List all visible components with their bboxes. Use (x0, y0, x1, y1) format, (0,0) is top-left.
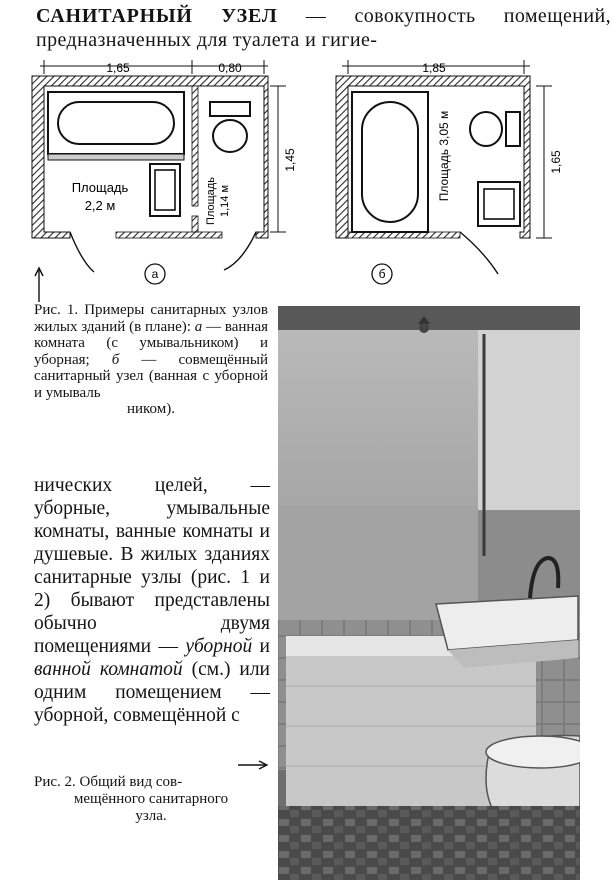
area-label: Площадь (71, 180, 129, 195)
door-swing (70, 232, 94, 272)
toilet-icon (470, 112, 520, 146)
text-run: и (252, 636, 270, 657)
bathtub-icon (352, 92, 428, 232)
partition-wall (192, 86, 198, 206)
door-swing (224, 232, 256, 270)
text-run: — ванная комната (с умывальником) и уборная; (34, 318, 269, 368)
area-b-label: Площадь 3,05 м (437, 110, 451, 202)
italic-term: ванной комнатой (34, 659, 183, 680)
caption-line: узла. (135, 808, 167, 824)
sink-icon (150, 164, 180, 216)
plan-b (336, 60, 563, 284)
sink-icon (478, 182, 520, 226)
area-value: 2,2 м (84, 198, 116, 213)
bathtub-icon (48, 92, 184, 160)
area-label-rotated: Площадь (205, 177, 217, 225)
italic-term: б (111, 351, 120, 368)
figure-2-bathroom-photo (278, 306, 580, 880)
caption-line: мещённого санитарного (73, 791, 229, 807)
italic-term: а (194, 318, 203, 335)
figure-1-floor-plans (24, 56, 580, 296)
text-run: нических целей, — уборные, умывальные комнаты, ванные комнаты и душевые. В жилых зданиях санитарные узлы (рис. 1 и 2) бывают представлены обычно двумя помещениями — (34, 475, 270, 657)
text-run: — совмещённый санитарный узел (ванная с уборной и умываль (34, 351, 268, 401)
caption-text (34, 302, 268, 401)
area-value-rotated: 1,14 м (219, 184, 231, 218)
caption-last-line: ником). (126, 401, 176, 417)
dim-b-height: 1,65 (549, 150, 563, 174)
dim-a-width-2: 0,80 (218, 61, 242, 75)
door-swing (460, 232, 498, 274)
arrow-right-icon (238, 758, 268, 772)
plan-b-label: б (378, 267, 386, 281)
text-run: (см.) или одним помещением — уборной, совмещённой с (34, 659, 270, 726)
article-term: САНИТАРНЫЙ УЗЕЛ (36, 5, 278, 27)
dim-a-width-1: 1,65 (106, 61, 130, 75)
toilet-icon (210, 102, 250, 152)
figure-1-caption (34, 302, 268, 418)
text-run: Рис. 1. Примеры санитарных узлов жилых зданий (в плане): (34, 302, 268, 335)
figure-2-caption (34, 774, 268, 825)
dim-b-width: 1,85 (422, 61, 446, 75)
italic-term: уборной (185, 636, 253, 657)
plan-a (32, 60, 297, 284)
article-intro: — совокупность помещений, предназначенных для туалета и гигие- (36, 5, 611, 51)
article-body (34, 474, 270, 727)
caption-line: Рис. 2. Общий вид сов- (34, 774, 183, 790)
plan-a-label: а (151, 267, 159, 281)
arrow-up-icon (32, 266, 46, 302)
dim-a-height: 1,45 (283, 148, 297, 172)
article-headline (36, 4, 611, 52)
